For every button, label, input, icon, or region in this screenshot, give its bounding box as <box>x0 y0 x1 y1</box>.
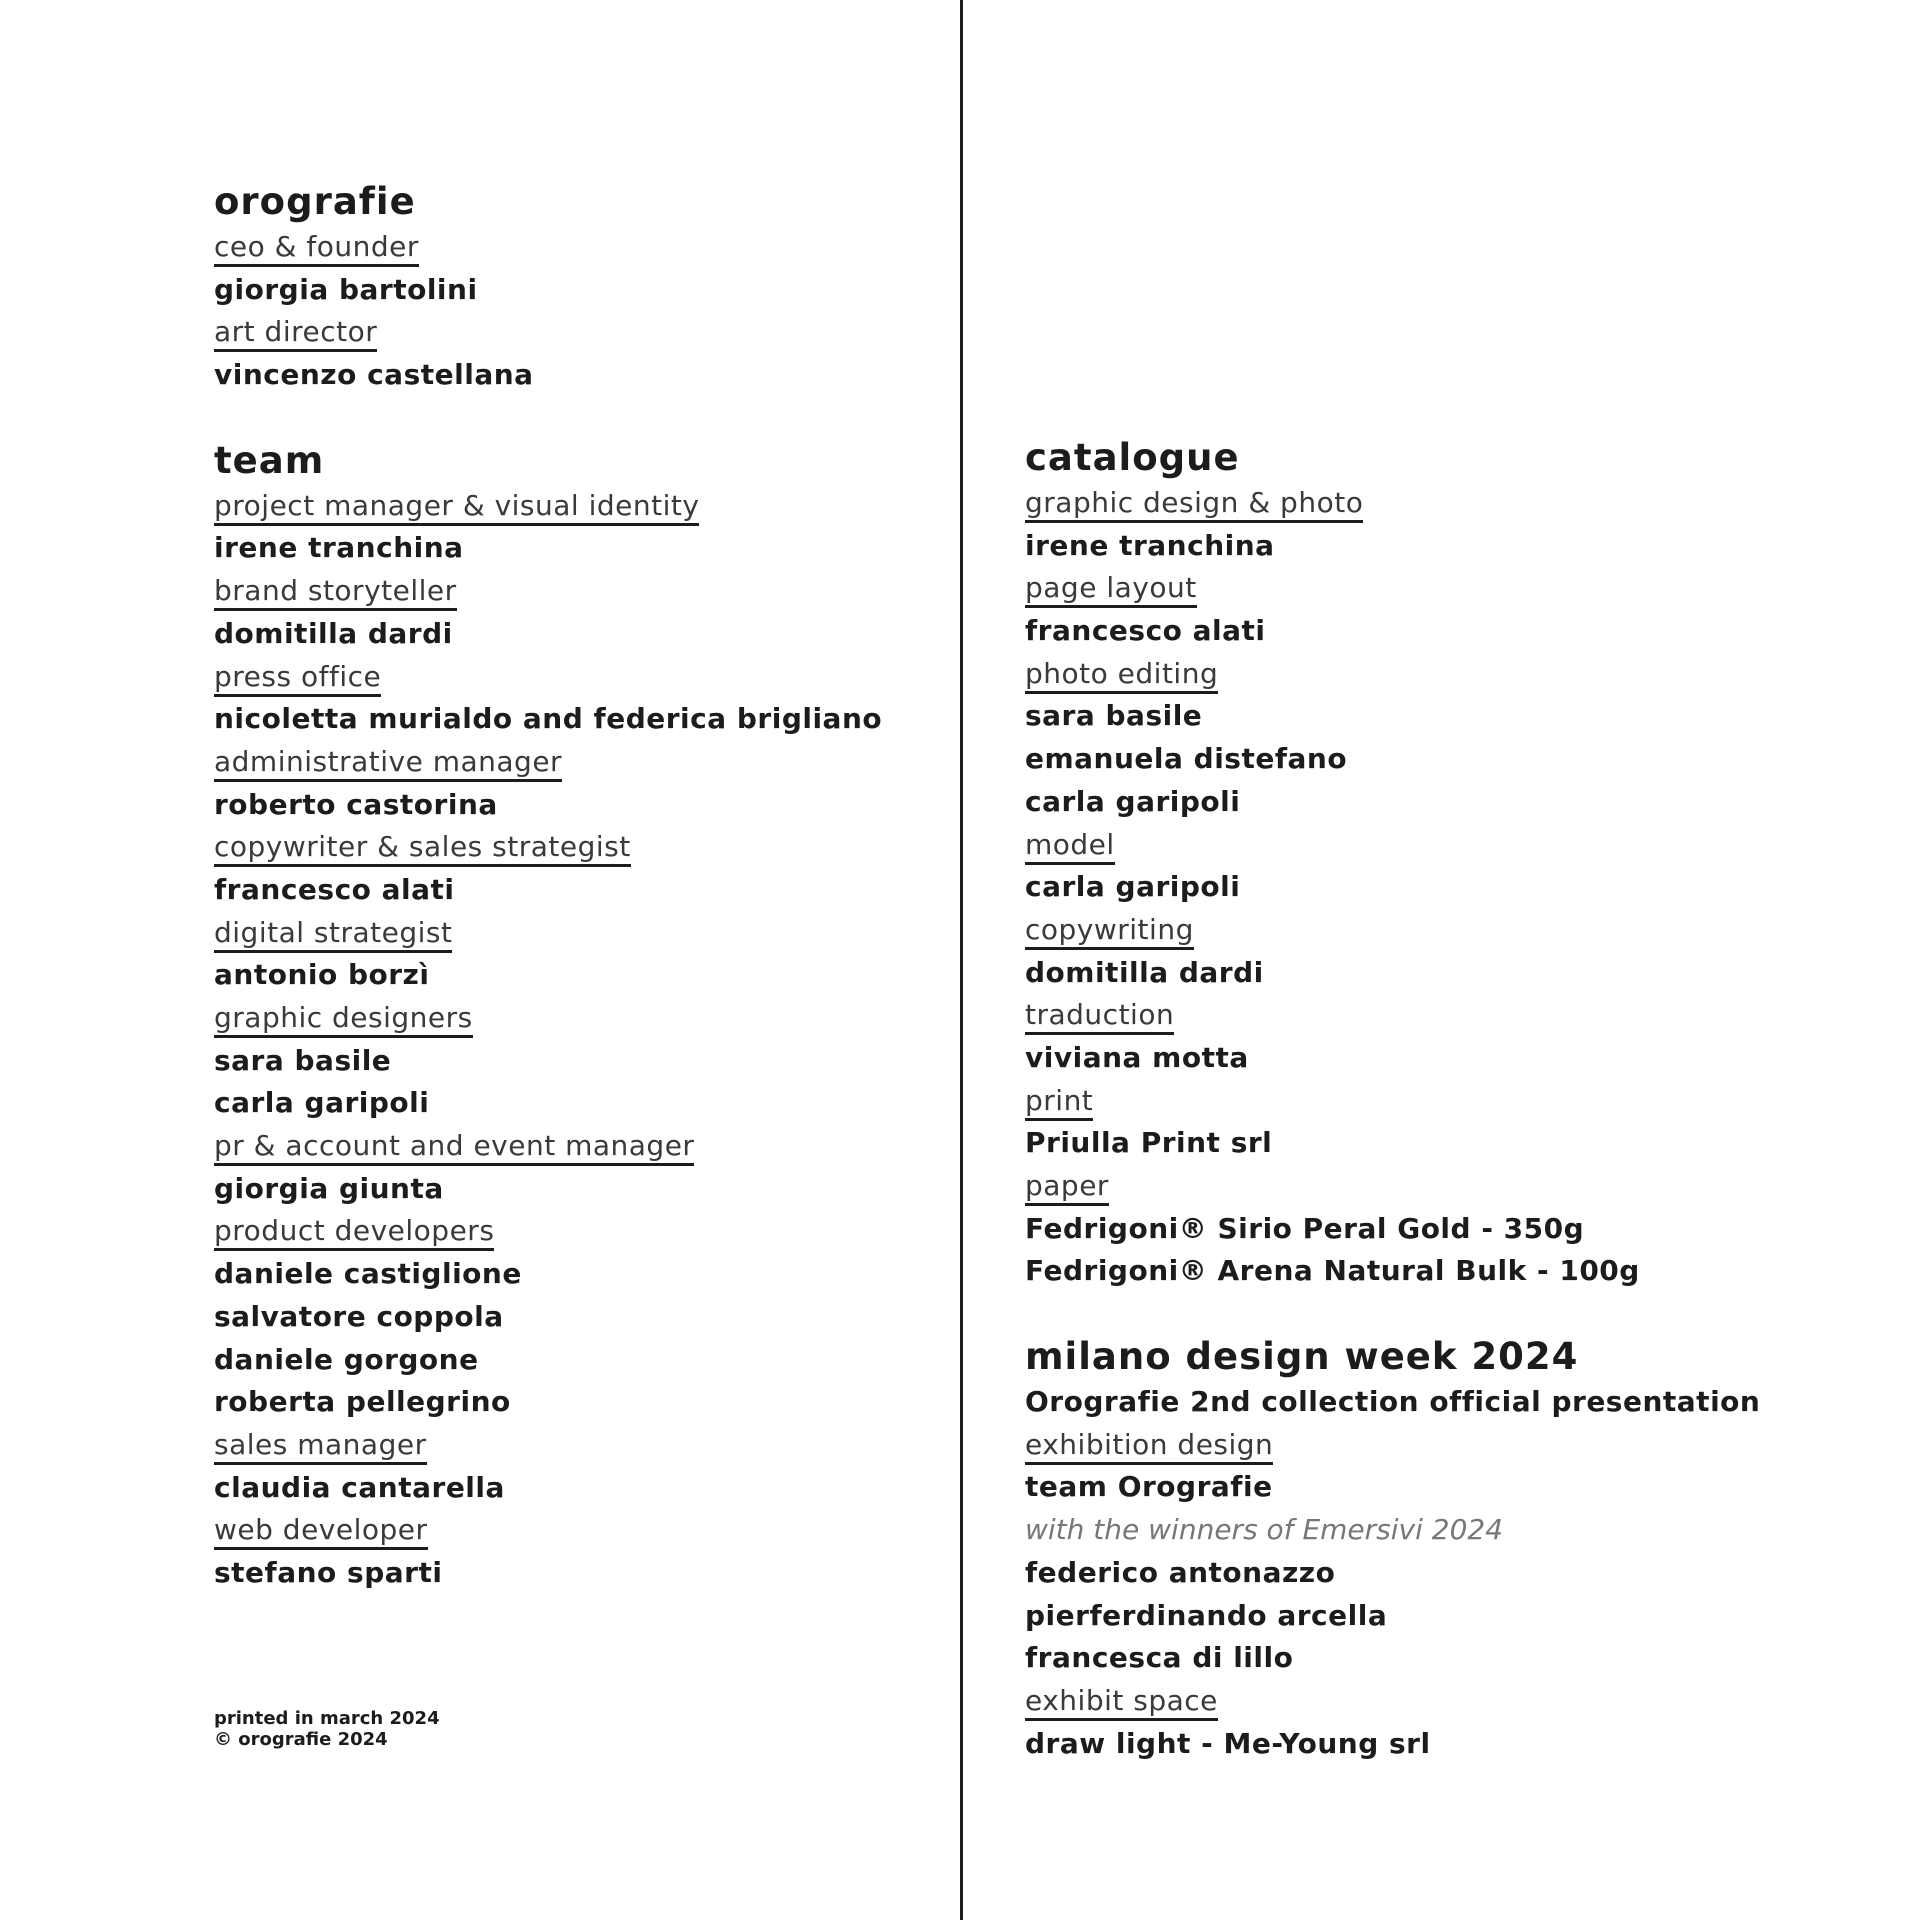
credit-name: francesco alati <box>1025 614 1266 648</box>
credit-role <box>1025 653 1905 696</box>
credit-role-label: web developer <box>214 1513 428 1550</box>
credit-role-label: brand storyteller <box>214 574 457 611</box>
credit-role-label: administrative manager <box>214 745 562 782</box>
credit-role <box>1025 824 1905 867</box>
credit-role <box>1025 1165 1905 1208</box>
credit-name: vincenzo castellana <box>214 358 534 392</box>
credit-role-label: digital strategist <box>214 916 452 953</box>
section-heading-catalogue: catalogue <box>1025 436 1240 479</box>
credit-role <box>214 741 934 784</box>
credit-note: with the winners of Emersivi 2024 <box>1025 1513 1504 1547</box>
credit-name: pierferdinando arcella <box>1025 1598 1388 1632</box>
print-footer <box>214 1708 440 1750</box>
credit-role <box>1025 1080 1905 1123</box>
credit-name: Priulla Print srl <box>1025 1126 1273 1160</box>
credit-role-label: exhibit space <box>1025 1684 1218 1721</box>
credit-role <box>214 1424 934 1467</box>
credit-name: team Orografie <box>1025 1470 1273 1504</box>
center-divider <box>960 0 963 1920</box>
credit-role <box>1025 482 1905 525</box>
credit-name: giorgia bartolini <box>214 272 478 306</box>
credit-role <box>1025 909 1905 952</box>
credit-name: roberta pellegrino <box>214 1385 511 1419</box>
credit-role-label: model <box>1025 828 1115 865</box>
credit-name: domitilla dardi <box>1025 955 1264 989</box>
right-column <box>1025 434 1905 1765</box>
credit-role-label: art director <box>214 315 377 352</box>
credit-role-label: copywriter & sales strategist <box>214 830 631 867</box>
credit-name: sara basile <box>1025 699 1203 733</box>
credit-role <box>1025 1680 1905 1723</box>
credit-role <box>1025 1424 1905 1467</box>
credit-role <box>214 311 934 354</box>
catalogue-credits <box>1025 482 1905 1293</box>
credit-name: emanuela distefano <box>1025 742 1348 776</box>
section-heading-mdw: milano design week 2024 <box>1025 1335 1579 1379</box>
credit-role-label: pr & account and event manager <box>214 1129 694 1166</box>
credit-name: antonio borzì <box>214 958 430 992</box>
credit-role <box>1025 994 1905 1037</box>
credit-role <box>214 912 934 955</box>
credit-name: stefano sparti <box>214 1555 443 1589</box>
credit-role-label: graphic design & photo <box>1025 486 1363 523</box>
credit-name: francesca di lillo <box>1025 1641 1294 1675</box>
credit-name: draw light - Me-Young srl <box>1025 1726 1431 1760</box>
team-credits <box>214 485 934 1595</box>
credit-name: carla garipoli <box>1025 784 1241 818</box>
mdw-credits <box>1025 1424 1905 1766</box>
section-heading-orografie: orografie <box>214 180 416 223</box>
credit-name: domitilla dardi <box>214 616 453 650</box>
credit-name: carla garipoli <box>1025 870 1241 904</box>
credit-name: sara basile <box>214 1043 392 1077</box>
credit-role <box>214 1210 934 1253</box>
credit-role-label: sales manager <box>214 1428 427 1465</box>
credit-role-label: project manager & visual identity <box>214 489 699 526</box>
credit-name: francesco alati <box>214 872 455 906</box>
credit-role-label: ceo & founder <box>214 230 419 267</box>
credit-role <box>214 1125 934 1168</box>
mdw-subheading: Orografie 2nd collection official presentation <box>1025 1385 1761 1419</box>
credit-role <box>214 997 934 1040</box>
credit-name: daniele castiglione <box>214 1257 522 1291</box>
credit-name: claudia cantarella <box>214 1470 505 1504</box>
credit-role <box>214 1509 934 1552</box>
credit-role-label: exhibition design <box>1025 1428 1273 1465</box>
section-heading-team: team <box>214 438 325 482</box>
credit-role-label: paper <box>1025 1169 1109 1206</box>
credit-name: viviana motta <box>1025 1040 1249 1074</box>
credit-role <box>214 826 934 869</box>
orografie-credits <box>214 226 934 397</box>
credit-name: giorgia giunta <box>214 1171 444 1205</box>
credit-name: nicoletta murialdo and federica brigliano <box>214 702 883 736</box>
copyright: © orografie 2024 <box>214 1729 388 1750</box>
credit-name: Fedrigoni® Arena Natural Bulk - 100g <box>1025 1254 1640 1288</box>
credit-role-label: print <box>1025 1084 1093 1121</box>
credit-role-label: copywriting <box>1025 913 1194 950</box>
credit-role-label: page layout <box>1025 571 1197 608</box>
credit-name: Fedrigoni® Sirio Peral Gold - 350g <box>1025 1211 1585 1245</box>
credit-role <box>214 570 934 613</box>
credit-role <box>214 485 934 528</box>
credit-name: salvatore coppola <box>214 1299 504 1333</box>
credit-name: irene tranchina <box>214 531 464 565</box>
left-column <box>214 178 934 1595</box>
credit-role-label: product developers <box>214 1214 494 1251</box>
credit-role-label: press office <box>214 660 381 697</box>
credit-role <box>1025 567 1905 610</box>
credit-name: carla garipoli <box>214 1086 430 1120</box>
credit-role-label: traduction <box>1025 998 1174 1035</box>
credit-name: roberto castorina <box>214 787 498 821</box>
credit-role <box>214 656 934 699</box>
credit-role-label: photo editing <box>1025 657 1218 694</box>
credit-role-label: graphic designers <box>214 1001 473 1038</box>
print-date: printed in march 2024 <box>214 1708 440 1729</box>
credit-name: federico antonazzo <box>1025 1555 1336 1589</box>
credit-role <box>214 226 934 269</box>
credit-name: daniele gorgone <box>214 1342 479 1376</box>
credit-name: irene tranchina <box>1025 528 1275 562</box>
